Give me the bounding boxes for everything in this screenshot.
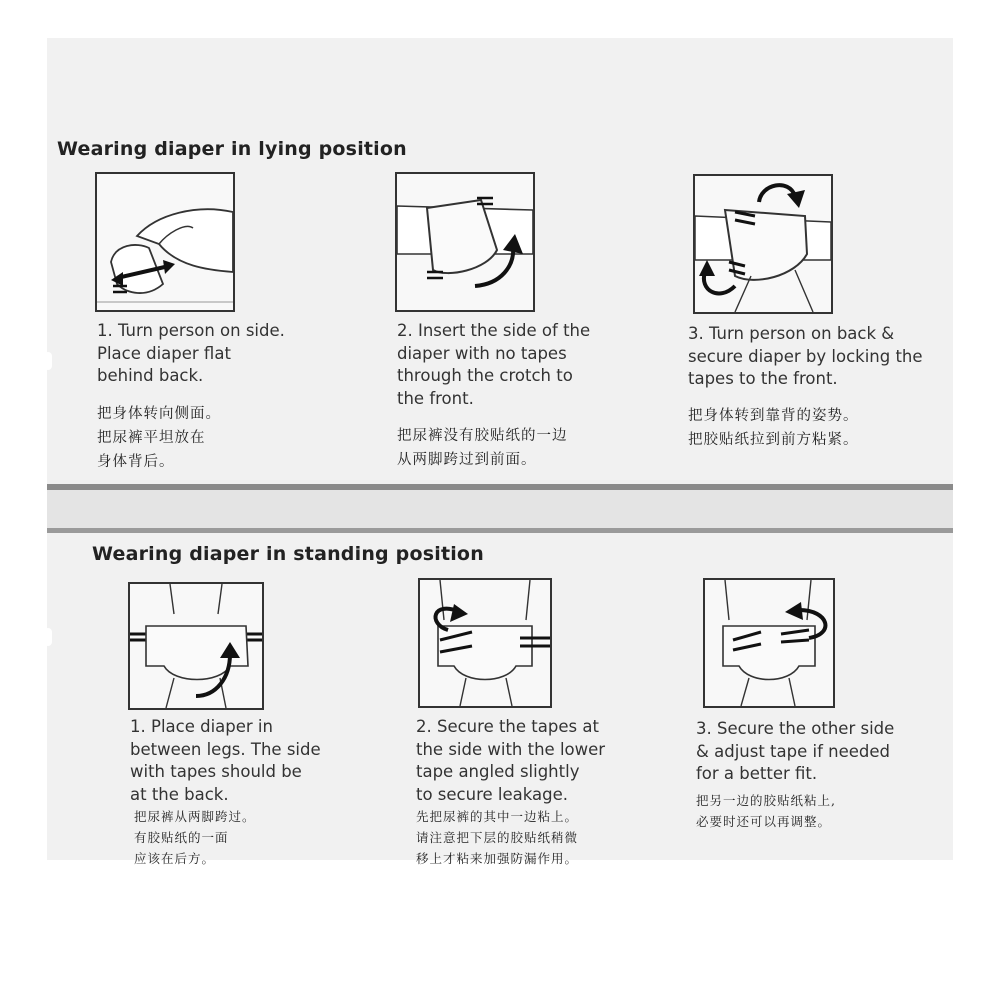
lying-step-1-text-zh: 把身体转向侧面。 把尿裤平坦放在 身体背后。 (97, 406, 221, 470)
lying-step-1-text: 1. Turn person on side. Place diaper flat behind back. (97, 321, 285, 385)
punch-hole (44, 352, 52, 370)
section-divider (47, 528, 953, 533)
section-divider (47, 484, 953, 490)
fold-gap (47, 490, 953, 528)
standing-step-1-text-zh: 把尿裤从两脚跨过。 有胶贴纸的一面 应该在后方。 (134, 809, 256, 866)
lying-step-3-text: 3. Turn person on back & secure diaper by locking the tapes to the front. (688, 324, 923, 388)
lying-step-3-text-zh: 把身体转到靠背的姿势。 把胶贴纸拉到前方粘紧。 (688, 408, 859, 448)
standing-step-1-text: 1. Place diaper in between legs. The side with tapes should be at the back. (130, 717, 321, 804)
lying-step-2-drawing (397, 174, 533, 310)
standing-step-3-text: 3. Secure the other side & adjust tape if needed for a better fit. (696, 719, 895, 783)
standing-step-3-illustration (703, 578, 835, 708)
lying-step-1-drawing (97, 174, 233, 310)
lying-section-title: Wearing diaper in lying position (57, 138, 407, 160)
lying-step-2-text: 2. Insert the side of the diaper with no tapes through the crotch to the front. (397, 321, 591, 408)
lying-step-2-illustration (395, 172, 535, 312)
lying-step-2-text-zh: 把尿裤没有胶贴纸的一边 从两脚跨过到前面。 (397, 428, 568, 468)
standing-step-2-text-zh: 先把尿裤的其中一边粘上。 请注意把下层的胶贴纸稍微 移上才粘来加强防漏作用。 (416, 809, 579, 866)
standing-step-1-drawing (130, 584, 262, 708)
lying-step-3-illustration (693, 174, 833, 314)
standing-step-2-illustration (418, 578, 552, 708)
standing-step-3-drawing (705, 580, 833, 706)
standing-step-1-illustration (128, 582, 264, 710)
standing-step-3-text-zh: 把另一边的胶贴纸粘上, 必要时还可以再调整。 (696, 793, 836, 829)
lying-step-3-drawing (695, 176, 831, 312)
standing-step-2-text: 2. Secure the tapes at the side with the lower tape angled slightly to secure leakage. (416, 717, 606, 804)
standing-section-title: Wearing diaper in standing position (92, 543, 484, 565)
standing-step-2-drawing (420, 580, 550, 706)
punch-hole (44, 628, 52, 646)
lying-step-1-illustration (95, 172, 235, 312)
